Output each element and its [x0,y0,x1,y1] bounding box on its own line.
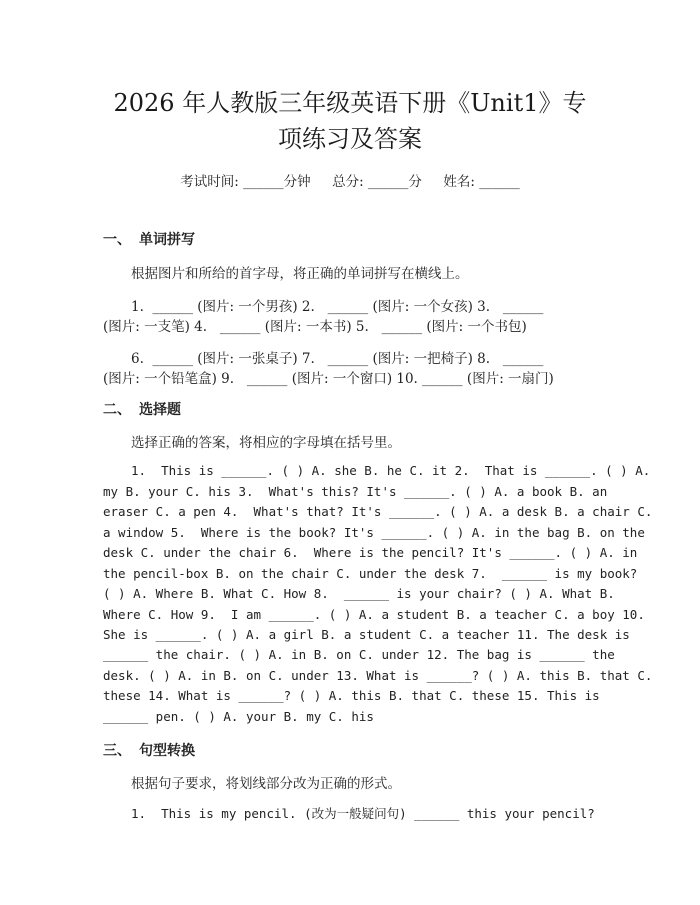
section-2-line: a window 5. Where is the book? It's ______. ( ) A. in the bag B. on the [103,525,645,540]
section-2-line: 1. This is ______. ( ) A. she B. he C. it 2. That is ______. ( ) A. [131,463,651,478]
section-2-line: ( ) A. Where B. What C. How 8. ______ is your chair? ( ) A. What B. [103,586,615,601]
section-3-heading [103,740,195,760]
section-2-heading [103,399,181,419]
section-2-line: Where C. How 9. I am ______. ( ) A. a student B. a teacher C. a boy 10. [103,607,645,622]
section-3-instruction: 根据句子要求，将划线部分改为正确的形式。 [131,776,401,792]
section-1-heading [103,229,195,249]
section-2-number: 二、 [103,402,131,418]
section-2-line: ______ pen. ( ) A. your B. my C. his [103,709,374,724]
section-2-line: desk C. under the chair 6. Where is the pencil? It's ______. ( ) A. in [103,545,638,560]
section-1-number: 一、 [103,232,131,248]
section-1-instruction: 根据图片和所给的首字母，将正确的单词拼写在横线上。 [131,266,469,282]
section-2-line: eraser C. a pen 4. What's that? It's ______. ( ) A. a desk B. a chair C. [103,504,653,519]
section-2-line: the pencil-box B. on the chair C. under the desk 7. ______ is my book? [103,566,638,581]
section-1-line: (图片: 一支笔) 4. ______ (图片: 一本书) 5. ______ (图片: 一个书包) [103,319,527,335]
section-2-title: 选择题 [139,402,181,418]
exam-info-line: 考试时间: ______分钟 总分: ______分 姓名: ______ [180,174,520,190]
section-1-title: 单词拼写 [139,232,195,248]
section-3-number: 三、 [103,743,131,759]
section-2-line: ______ the chair. ( ) A. in B. on C. under 12. The bag is ______ the [103,647,615,662]
section-2-line: She is ______. ( ) A. a girl B. a student C. a teacher 11. The desk is [103,627,630,642]
section-1-line: 6. ______ (图片: 一张桌子) 7. ______ (图片: 一把椅子) 8. ______ [131,351,544,367]
section-1-line: (图片: 一个铅笔盒) 9. ______ (图片: 一个窗口) 10. ______ (图片: 一扇门) [103,371,554,387]
document-title-line-1: 2026 年人教版三年级英语下册《Unit1》专 [113,89,587,117]
section-3-title: 句型转换 [139,743,195,759]
section-2-instruction: 选择正确的答案，将相应的字母填在括号里。 [131,435,401,451]
document-title-line-2: 项练习及答案 [278,125,422,153]
section-3-line: 1. This is my pencil. (改为一般疑问句) ______ this your pencil? [131,806,595,821]
section-2-line: desk. ( ) A. in B. on C. under 13. What is ______? ( ) A. this B. that C. [103,668,653,683]
section-2-line: my B. your C. his 3. What's this? It's ______. ( ) A. a book B. an [103,484,608,499]
section-1-line: 1. ______ (图片: 一个男孩) 2. ______ (图片: 一个女孩) 3. ______ [131,299,544,315]
section-2-line: these 14. What is ______? ( ) A. this B. that C. these 15. This is [103,688,600,703]
